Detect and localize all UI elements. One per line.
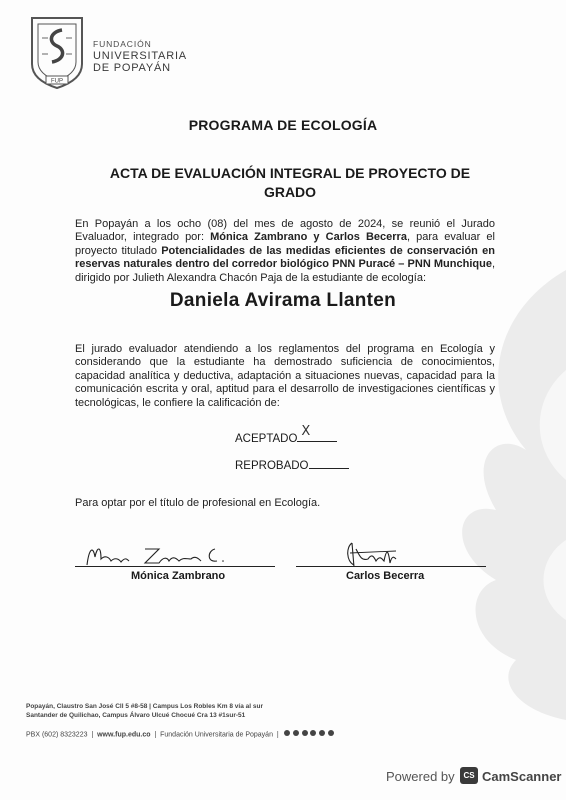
facebook-icon[interactable]	[284, 730, 290, 736]
signature-right-icon	[296, 535, 486, 575]
address-line-1: Popayán, Claustro San José Cll 5 #8-58 | Campus Los Robles Km 8 vía al sur	[26, 703, 263, 710]
intro-paragraph	[75, 218, 495, 285]
signature-left-icon	[75, 535, 275, 575]
watermark-flame-icon	[436, 250, 566, 720]
org-line-2: UNIVERSITARIA	[93, 50, 187, 62]
option-rejected	[235, 459, 349, 472]
jury-names: Mónica Zambrano y Carlos Becerra	[210, 231, 407, 244]
twitter-icon[interactable]	[302, 730, 308, 736]
organization-name	[93, 38, 187, 74]
website-link[interactable]: www.fup.edu.co	[97, 731, 151, 739]
signature-block-right	[296, 535, 486, 590]
rejected-label: REPROBADO	[235, 460, 309, 472]
option-accepted	[235, 424, 337, 445]
svg-text:FUP: FUP	[51, 78, 63, 85]
signature-block-left	[75, 535, 275, 590]
university-logo-icon	[26, 14, 88, 92]
signer-name-left: Mónica Zambrano	[131, 570, 226, 582]
accepted-blank	[297, 424, 337, 442]
act-title: ACTA DE EVALUACIÓN INTEGRAL DE PROYECTO DE GRADO	[109, 165, 471, 200]
camscanner-brand: CamScanner	[482, 769, 562, 784]
accepted-label: ACEPTADO	[235, 433, 298, 445]
org-line-3: DE POPAYÁN	[93, 62, 171, 74]
youtube-icon[interactable]	[310, 730, 316, 736]
powered-by-label: Powered by	[386, 769, 455, 784]
camscanner-logo-icon: CS	[460, 767, 478, 784]
footer-contact: PBX (602) 8323223 | www.fup.edu.co | Fundación Universitaria de Popayán |	[26, 730, 334, 740]
org-line-1: FUNDACIÓN	[93, 39, 152, 49]
rejected-blank	[309, 459, 349, 469]
instagram-icon[interactable]	[293, 730, 299, 736]
accepted-mark: X	[301, 424, 311, 439]
signature-line-left	[75, 566, 275, 567]
linkedin-icon[interactable]	[319, 730, 325, 736]
intro-text: En Popayán a los ocho (08) del mes de agosto de 2024, se reunió el Jurado Evaluador, integrado por:	[75, 218, 495, 244]
degree-statement: Para optar por el título de profesional en Ecología.	[75, 497, 321, 509]
signer-name-right: Carlos Becerra	[346, 570, 425, 582]
project-title: Potencialidades de las medidas eficientes de conservación en reservas naturales dentro del corredor biológico PNN Puracé – PNN Munchique	[75, 244, 495, 271]
tiktok-icon[interactable]	[328, 730, 334, 736]
address-line-2: Santander de Quilichao, Campus Álvaro Ulcué Chocué Cra 13 #1sur-51	[26, 711, 246, 719]
intro-mid-text: , para evaluar el proyecto titulado	[75, 231, 495, 257]
footer-org-name: Fundación Universitaria de Popayán	[160, 731, 273, 739]
student-name: Daniela Avirama Llanten	[169, 290, 397, 311]
social-icons	[283, 730, 335, 740]
phone-number: PBX (602) 8323223	[26, 731, 88, 739]
intro-outro-text: , dirigido por Julieth Alexandra Chacón Paja de la estudiante de ecología:	[75, 258, 495, 284]
program-title: PROGRAMA DE ECOLOGÍA	[188, 117, 378, 133]
evaluation-paragraph: El jurado evaluador atendiendo a los reglamentos del programa en Ecología y considerando que la estudiante ha demostrado suficiencia de conocimientos, capacidad analítica y deductiva, adaptación a situaciones nuevas, capacidad para la comunicación escrita y oral, aptitud para el desarrollo de investigaciones científicas y tecnológicas, le confiere la calificación de:	[75, 343, 495, 409]
footer-address	[26, 703, 263, 720]
signature-line-right	[296, 566, 486, 567]
